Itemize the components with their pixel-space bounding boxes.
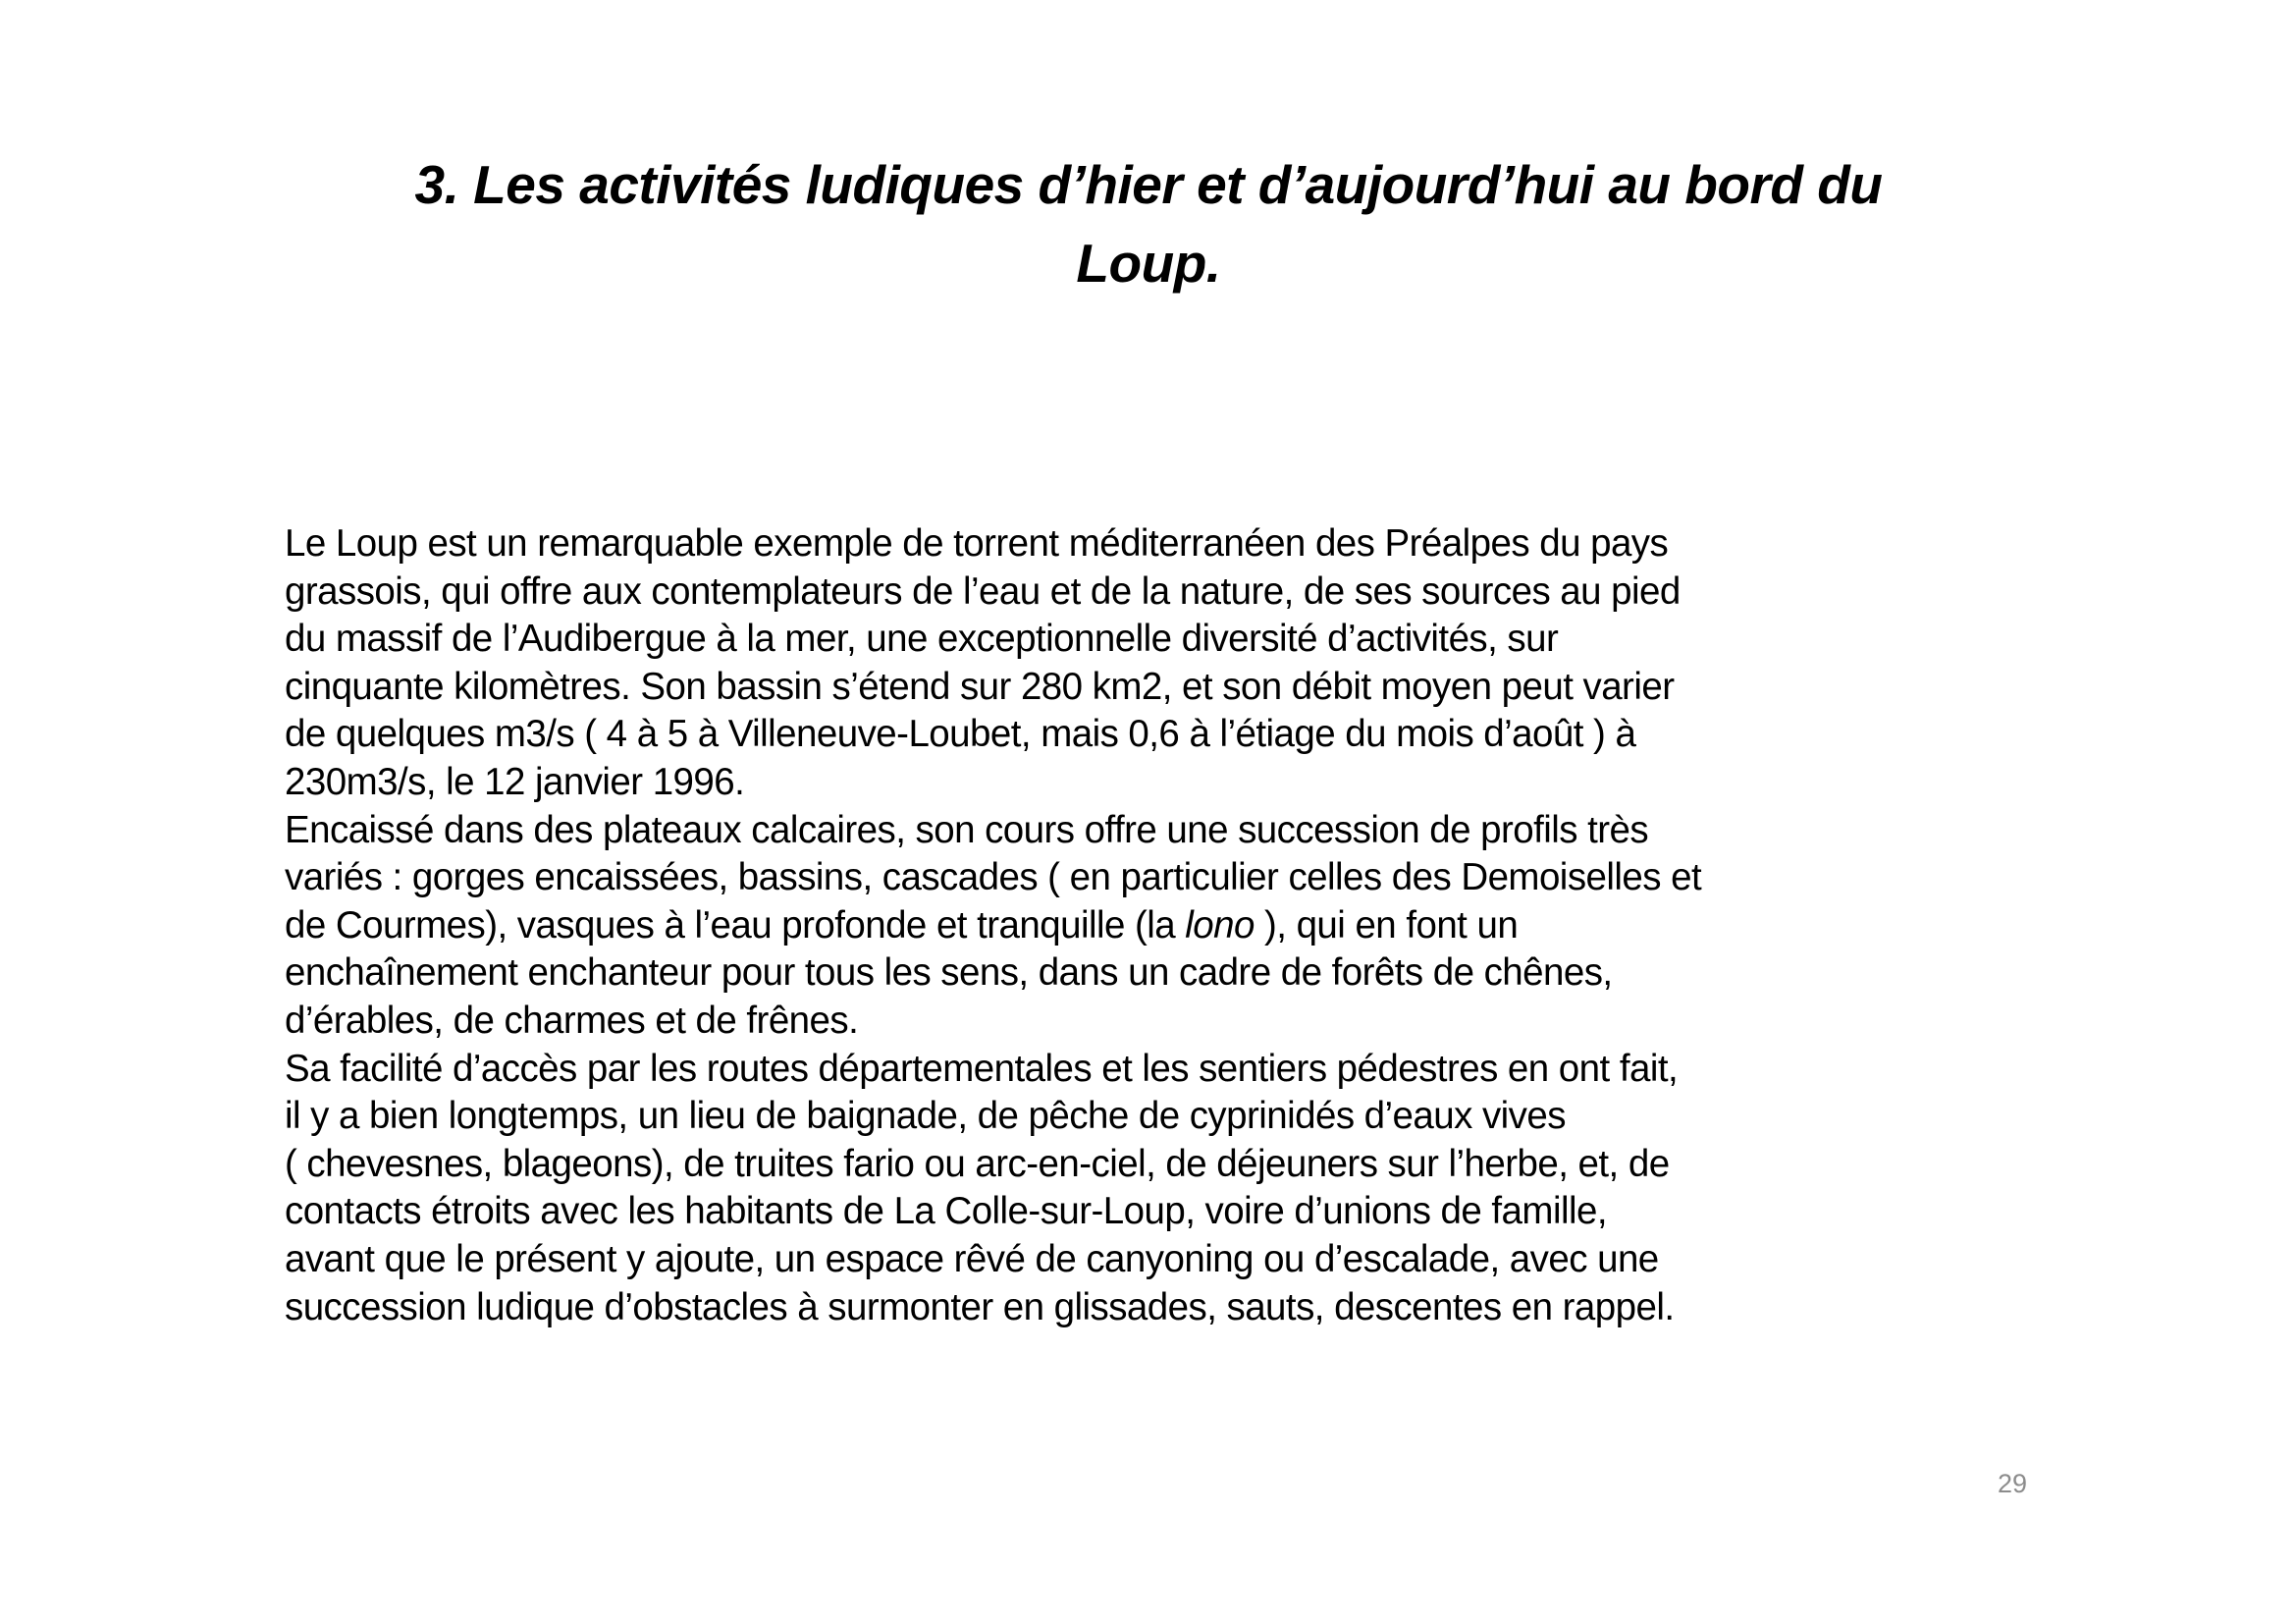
- body-line: [285, 1141, 2032, 1189]
- body-text-segment: enchaînement enchanteur pour tous les sens, dans un cadre de forêts de chênes,: [285, 951, 1613, 995]
- body-line: [285, 902, 2032, 950]
- body-text-segment: d’érables, de charmes et de frênes.: [285, 999, 859, 1042]
- body-line: [285, 854, 2032, 902]
- body-line: [285, 664, 2032, 712]
- body-line: [285, 949, 2032, 998]
- body-text-segment: Le Loup est un remarquable exemple de torrent méditerranéen des Préalpes du pays: [285, 522, 1669, 565]
- body-text-segment: de Courmes), vasques à l’eau profonde et tranquille (la: [285, 903, 1186, 947]
- slide-title: [285, 145, 2012, 302]
- body-paragraphs: [285, 520, 2032, 1331]
- body-line: [285, 1236, 2032, 1284]
- body-text-segment: contacts étroits avec les habitants de La Colle-sur-Loup, voire d’unions de famille,: [285, 1190, 1607, 1233]
- body-text-segment: variés : gorges encaissées, bassins, cascades ( en particulier celles des Demoiselles et: [285, 856, 1702, 899]
- slide-title-line: 3. Les activités ludiques d’hier et d’aujourd’hui au bord du: [414, 154, 1883, 215]
- body-text-segment: cinquante kilomètres. Son bassin s’étend sur 280 km2, et son débit moyen peut varier: [285, 665, 1675, 708]
- body-text-segment: Encaissé dans des plateaux calcaires, son cours offre une succession de profils très: [285, 808, 1649, 851]
- body-text-segment: succession ludique d’obstacles à surmonter en glissades, sauts, descentes en rappel.: [285, 1285, 1675, 1328]
- page-number: 29: [1997, 1469, 2027, 1498]
- body-text-segment: 230m3/s, le 12 janvier 1996.: [285, 760, 745, 803]
- body-line: [285, 1188, 2032, 1236]
- italic-term: lono: [1185, 903, 1255, 947]
- body-line: [285, 1046, 2032, 1094]
- body-text-segment: Sa facilité d’accès par les routes départementales et les sentiers pédestres en ont fait,: [285, 1047, 1679, 1090]
- body-line: [285, 1093, 2032, 1141]
- body-text-segment: de quelques m3/s ( 4 à 5 à Villeneuve-Loubet, mais 0,6 à l’étiage du mois d’août ) à: [285, 713, 1636, 756]
- body-text-segment: ), qui en font un: [1254, 903, 1519, 947]
- body-line: [285, 568, 2032, 617]
- body-line: [285, 759, 2032, 807]
- body-line: [285, 807, 2032, 855]
- body-line: [285, 520, 2032, 568]
- body-text-segment: ( chevesnes, blageons), de truites fario ou arc-en-ciel, de déjeuners sur l’herbe, et, de: [285, 1142, 1670, 1185]
- body-text-segment: avant que le présent y ajoute, un espace rêvé de canyoning ou d’escalade, avec une: [285, 1237, 1659, 1280]
- body-text-segment: grassois, qui offre aux contemplateurs de l’eau et de la nature, de ses sources au pied: [285, 569, 1681, 613]
- body-line: [285, 1284, 2032, 1332]
- body-line: [285, 998, 2032, 1046]
- body-line: [285, 616, 2032, 664]
- body-text-segment: du massif de l’Audibergue à la mer, une exceptionnelle diversité d’activités, sur: [285, 618, 1559, 661]
- body-line: [285, 711, 2032, 759]
- body-text-segment: il y a bien longtemps, un lieu de baignade, de pêche de cyprinidés d’eaux vives: [285, 1095, 1566, 1138]
- slide-title-line: Loup.: [1076, 233, 1221, 294]
